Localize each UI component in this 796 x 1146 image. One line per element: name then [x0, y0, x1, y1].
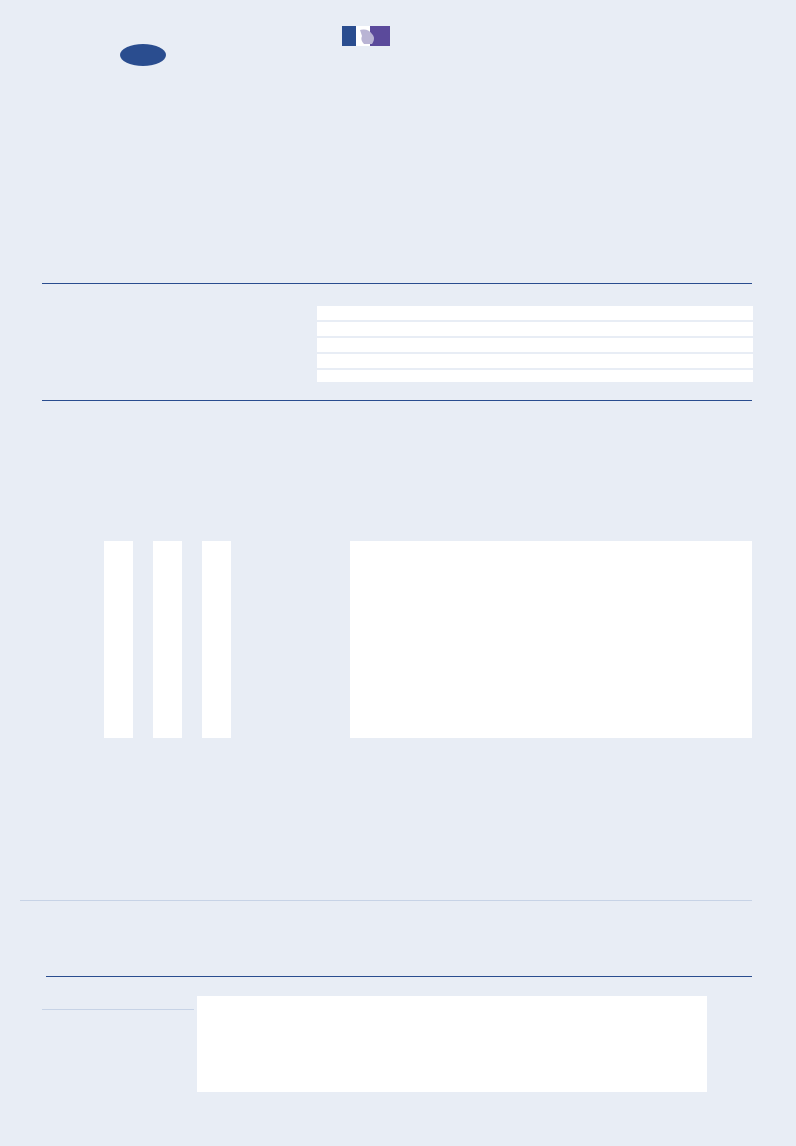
- total-separator: [20, 900, 752, 901]
- section-120-rule: [46, 976, 752, 977]
- col-besson: [104, 541, 133, 738]
- col-cosse: [202, 541, 231, 738]
- marianne-logo-icon: [342, 26, 390, 46]
- cerfa-logo: [120, 44, 166, 66]
- sign-label-line: [42, 1009, 194, 1010]
- name-field[interactable]: [317, 306, 753, 320]
- section-100-rule: [42, 283, 752, 284]
- name-field-2[interactable]: [317, 322, 753, 336]
- address-field-2[interactable]: [317, 354, 753, 368]
- address-field-3[interactable]: [317, 370, 753, 382]
- section-110-rule: [42, 400, 752, 401]
- col-borloo: [153, 541, 182, 738]
- datamatrix-code-icon: [729, 1082, 767, 1116]
- signature-field[interactable]: [197, 996, 707, 1092]
- col-nom[interactable]: [350, 541, 752, 738]
- address-field-1[interactable]: [317, 338, 753, 352]
